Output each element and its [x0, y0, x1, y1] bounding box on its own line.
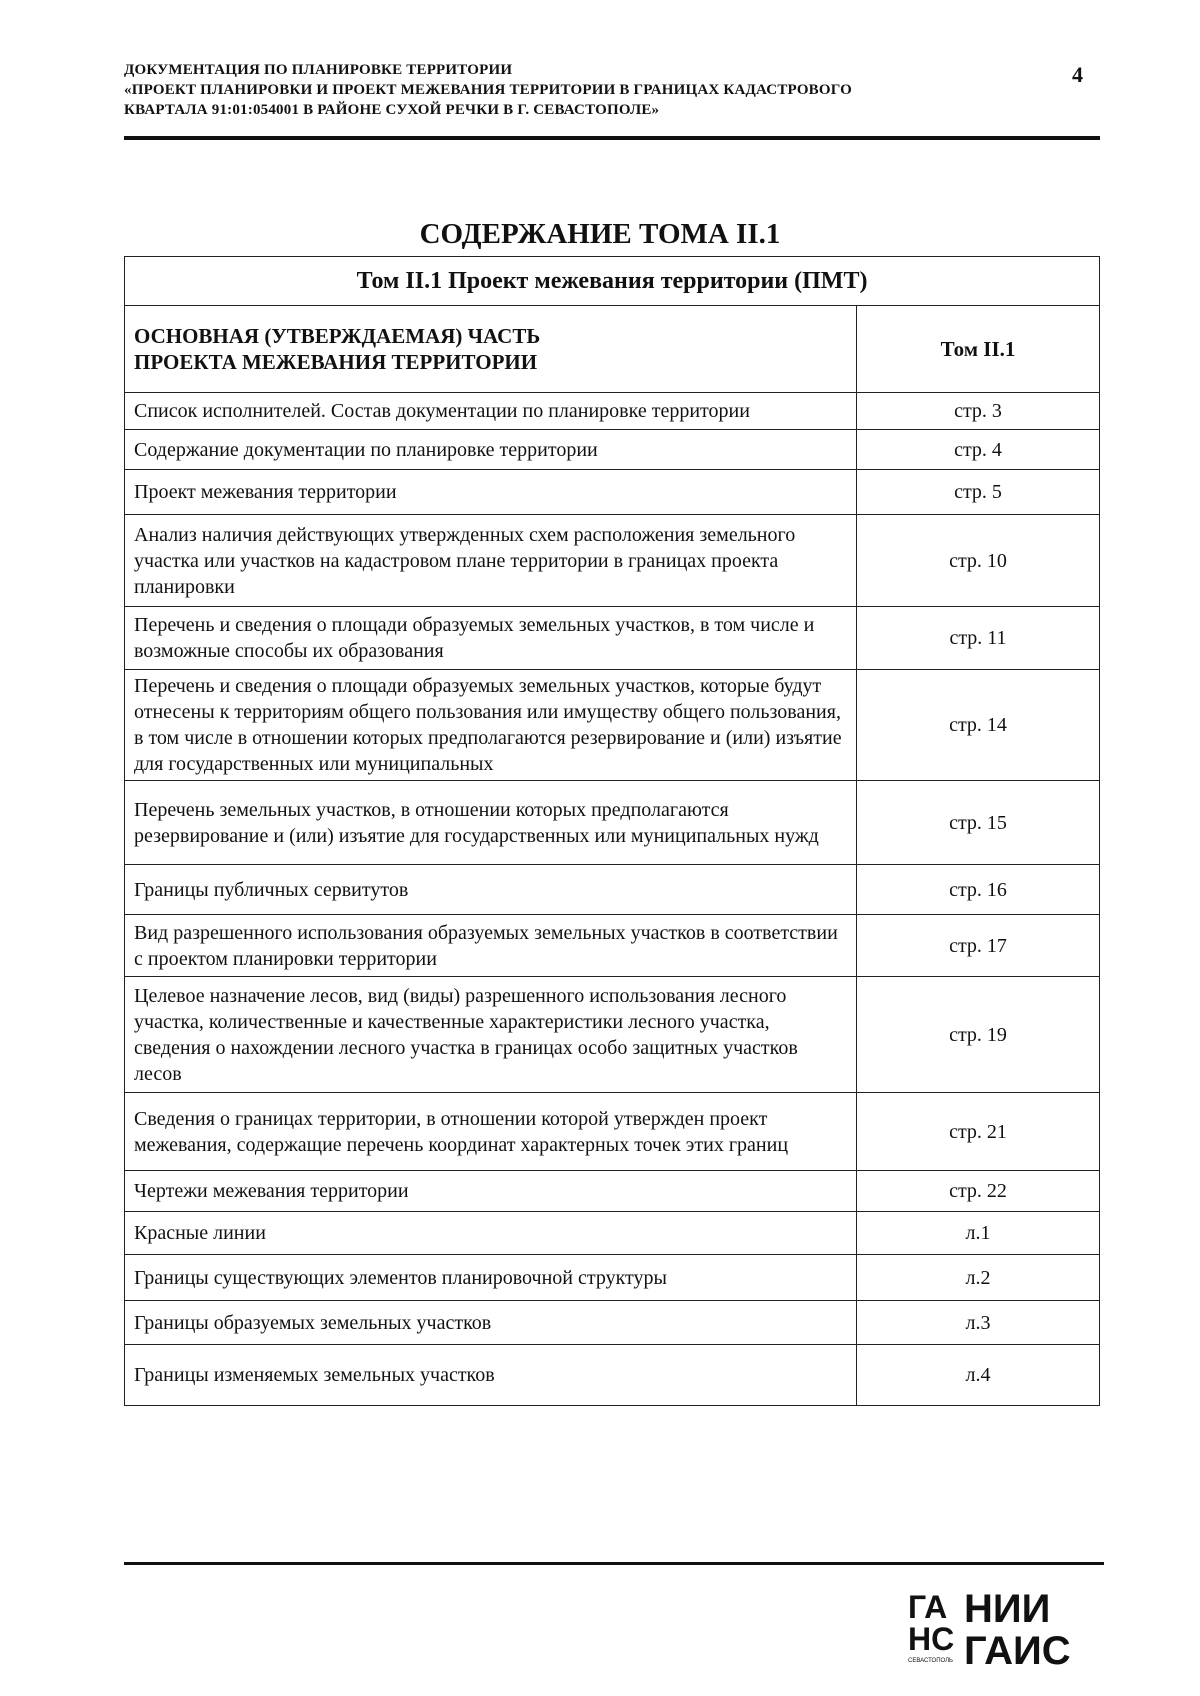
- table-row: [125, 1255, 1100, 1301]
- volume-title: Том II.1 Проект межевания территории (ПМТ): [125, 257, 1100, 306]
- logo-name-line2: ГАИС: [964, 1629, 1071, 1670]
- row-title: Красные линии: [125, 1212, 857, 1255]
- row-title: Проект межевания территории: [125, 470, 857, 515]
- row-title: Целевое назначение лесов, вид (виды) разрешенного использования лесного участка, количественные и качественные характеристики лесного участка, сведения о нахождении лесного участка в границах особо защитных участков лесов: [125, 977, 857, 1093]
- row-title: Границы изменяемых земельных участков: [125, 1345, 857, 1406]
- table-row: [125, 393, 1100, 430]
- header-line: КВАРТАЛА 91:01:054001 В РАЙОНЕ СУХОЙ РЕЧКИ В Г. СЕВАСТОПОЛЕ»: [124, 102, 660, 118]
- row-page: л.1: [857, 1212, 1100, 1255]
- row-page: стр. 15: [857, 781, 1100, 865]
- table-row: [125, 1171, 1100, 1212]
- logo-mark-bottom: НС: [908, 1621, 955, 1657]
- table-row: [125, 915, 1100, 977]
- row-title: Анализ наличия действующих утвержденных схем расположения земельного участка или участков на кадастровом плане территории в границах проекта планировки: [125, 515, 857, 607]
- row-page: стр. 22: [857, 1171, 1100, 1212]
- page-number: 4: [1072, 62, 1083, 87]
- row-title: Перечень земельных участков, в отношении которых предполагаются резервирование и (или) изъятие для государственных или муниципальных нужд: [125, 781, 857, 865]
- row-title: Список исполнителей. Состав документации по планировке территории: [125, 393, 857, 430]
- header-line: ДОКУМЕНТАЦИЯ ПО ПЛАНИРОВКЕ ТЕРРИТОРИИ: [124, 62, 513, 78]
- part-volume: Том II.1: [857, 306, 1100, 393]
- document-header: [124, 60, 1044, 120]
- row-page: л.2: [857, 1255, 1100, 1301]
- part-title-line: ОСНОВНАЯ (УТВЕРЖДАЕМАЯ) ЧАСТЬ: [134, 324, 541, 348]
- table-row: [125, 1093, 1100, 1171]
- nii-gais-logo: [908, 1582, 1088, 1670]
- row-page: л.3: [857, 1301, 1100, 1345]
- row-page: стр. 5: [857, 470, 1100, 515]
- row-page: стр. 17: [857, 915, 1100, 977]
- row-page: стр. 3: [857, 393, 1100, 430]
- table-row: [125, 470, 1100, 515]
- row-page: стр. 4: [857, 430, 1100, 470]
- row-title: Границы образуемых земельных участков: [125, 1301, 857, 1345]
- part-title: [125, 306, 857, 393]
- table-row: [125, 430, 1100, 470]
- table-row: [125, 1301, 1100, 1345]
- table-row: [125, 1345, 1100, 1406]
- table-row: [125, 607, 1100, 670]
- row-title: Чертежи межевания территории: [125, 1171, 857, 1212]
- part-title-line: ПРОЕКТА МЕЖЕВАНИЯ ТЕРРИТОРИИ: [134, 350, 538, 374]
- row-page: стр. 16: [857, 865, 1100, 915]
- table-row: [125, 977, 1100, 1093]
- row-title: Границы публичных сервитутов: [125, 865, 857, 915]
- contents-table: [124, 256, 1100, 1406]
- row-page: стр. 14: [857, 670, 1100, 781]
- row-page: стр. 11: [857, 607, 1100, 670]
- logo-name-line1: НИИ: [964, 1587, 1051, 1631]
- header-line: «ПРОЕКТ ПЛАНИРОВКИ И ПРОЕКТ МЕЖЕВАНИЯ ТЕРРИТОРИИ В ГРАНИЦАХ КАДАСТРОВОГО: [124, 82, 852, 98]
- header-rule: [124, 136, 1100, 140]
- table-row: [125, 1212, 1100, 1255]
- row-page: л.4: [857, 1345, 1100, 1406]
- part-header-row: [125, 306, 1100, 393]
- table-row: [125, 865, 1100, 915]
- row-page: стр. 21: [857, 1093, 1100, 1171]
- row-title: Перечень и сведения о площади образуемых земельных участков, которые будут отнесены к территориям общего пользования или имуществу общего пользования, в том числе в отношении которых предполагаются резервирование и (или) изъятие для государственных или муниципальных: [125, 670, 857, 781]
- row-page: стр. 19: [857, 977, 1100, 1093]
- row-title: Сведения о границах территории, в отношении которой утвержден проект межевания, содержащие перечень координат характерных точек этих границ: [125, 1093, 857, 1171]
- row-title: Границы существующих элементов планировочной структуры: [125, 1255, 857, 1301]
- row-page: стр. 10: [857, 515, 1100, 607]
- page-title: СОДЕРЖАНИЕ ТОМА II.1: [419, 218, 781, 250]
- table-row: [125, 515, 1100, 607]
- row-title: Содержание документации по планировке территории: [125, 430, 857, 470]
- footer-rule: [124, 1562, 1104, 1565]
- table-row: [125, 670, 1100, 781]
- row-title: Перечень и сведения о площади образуемых земельных участков, в том числе и возможные способы их образования: [125, 607, 857, 670]
- row-title: Вид разрешенного использования образуемых земельных участков в соответствии с проектом планировки территории: [125, 915, 857, 977]
- logo-mark-caption: СЕВАСТОПОЛЬ: [908, 1658, 953, 1664]
- logo-mark-top: ГА: [908, 1589, 948, 1625]
- table-row: [125, 781, 1100, 865]
- volume-header-row: [125, 257, 1100, 306]
